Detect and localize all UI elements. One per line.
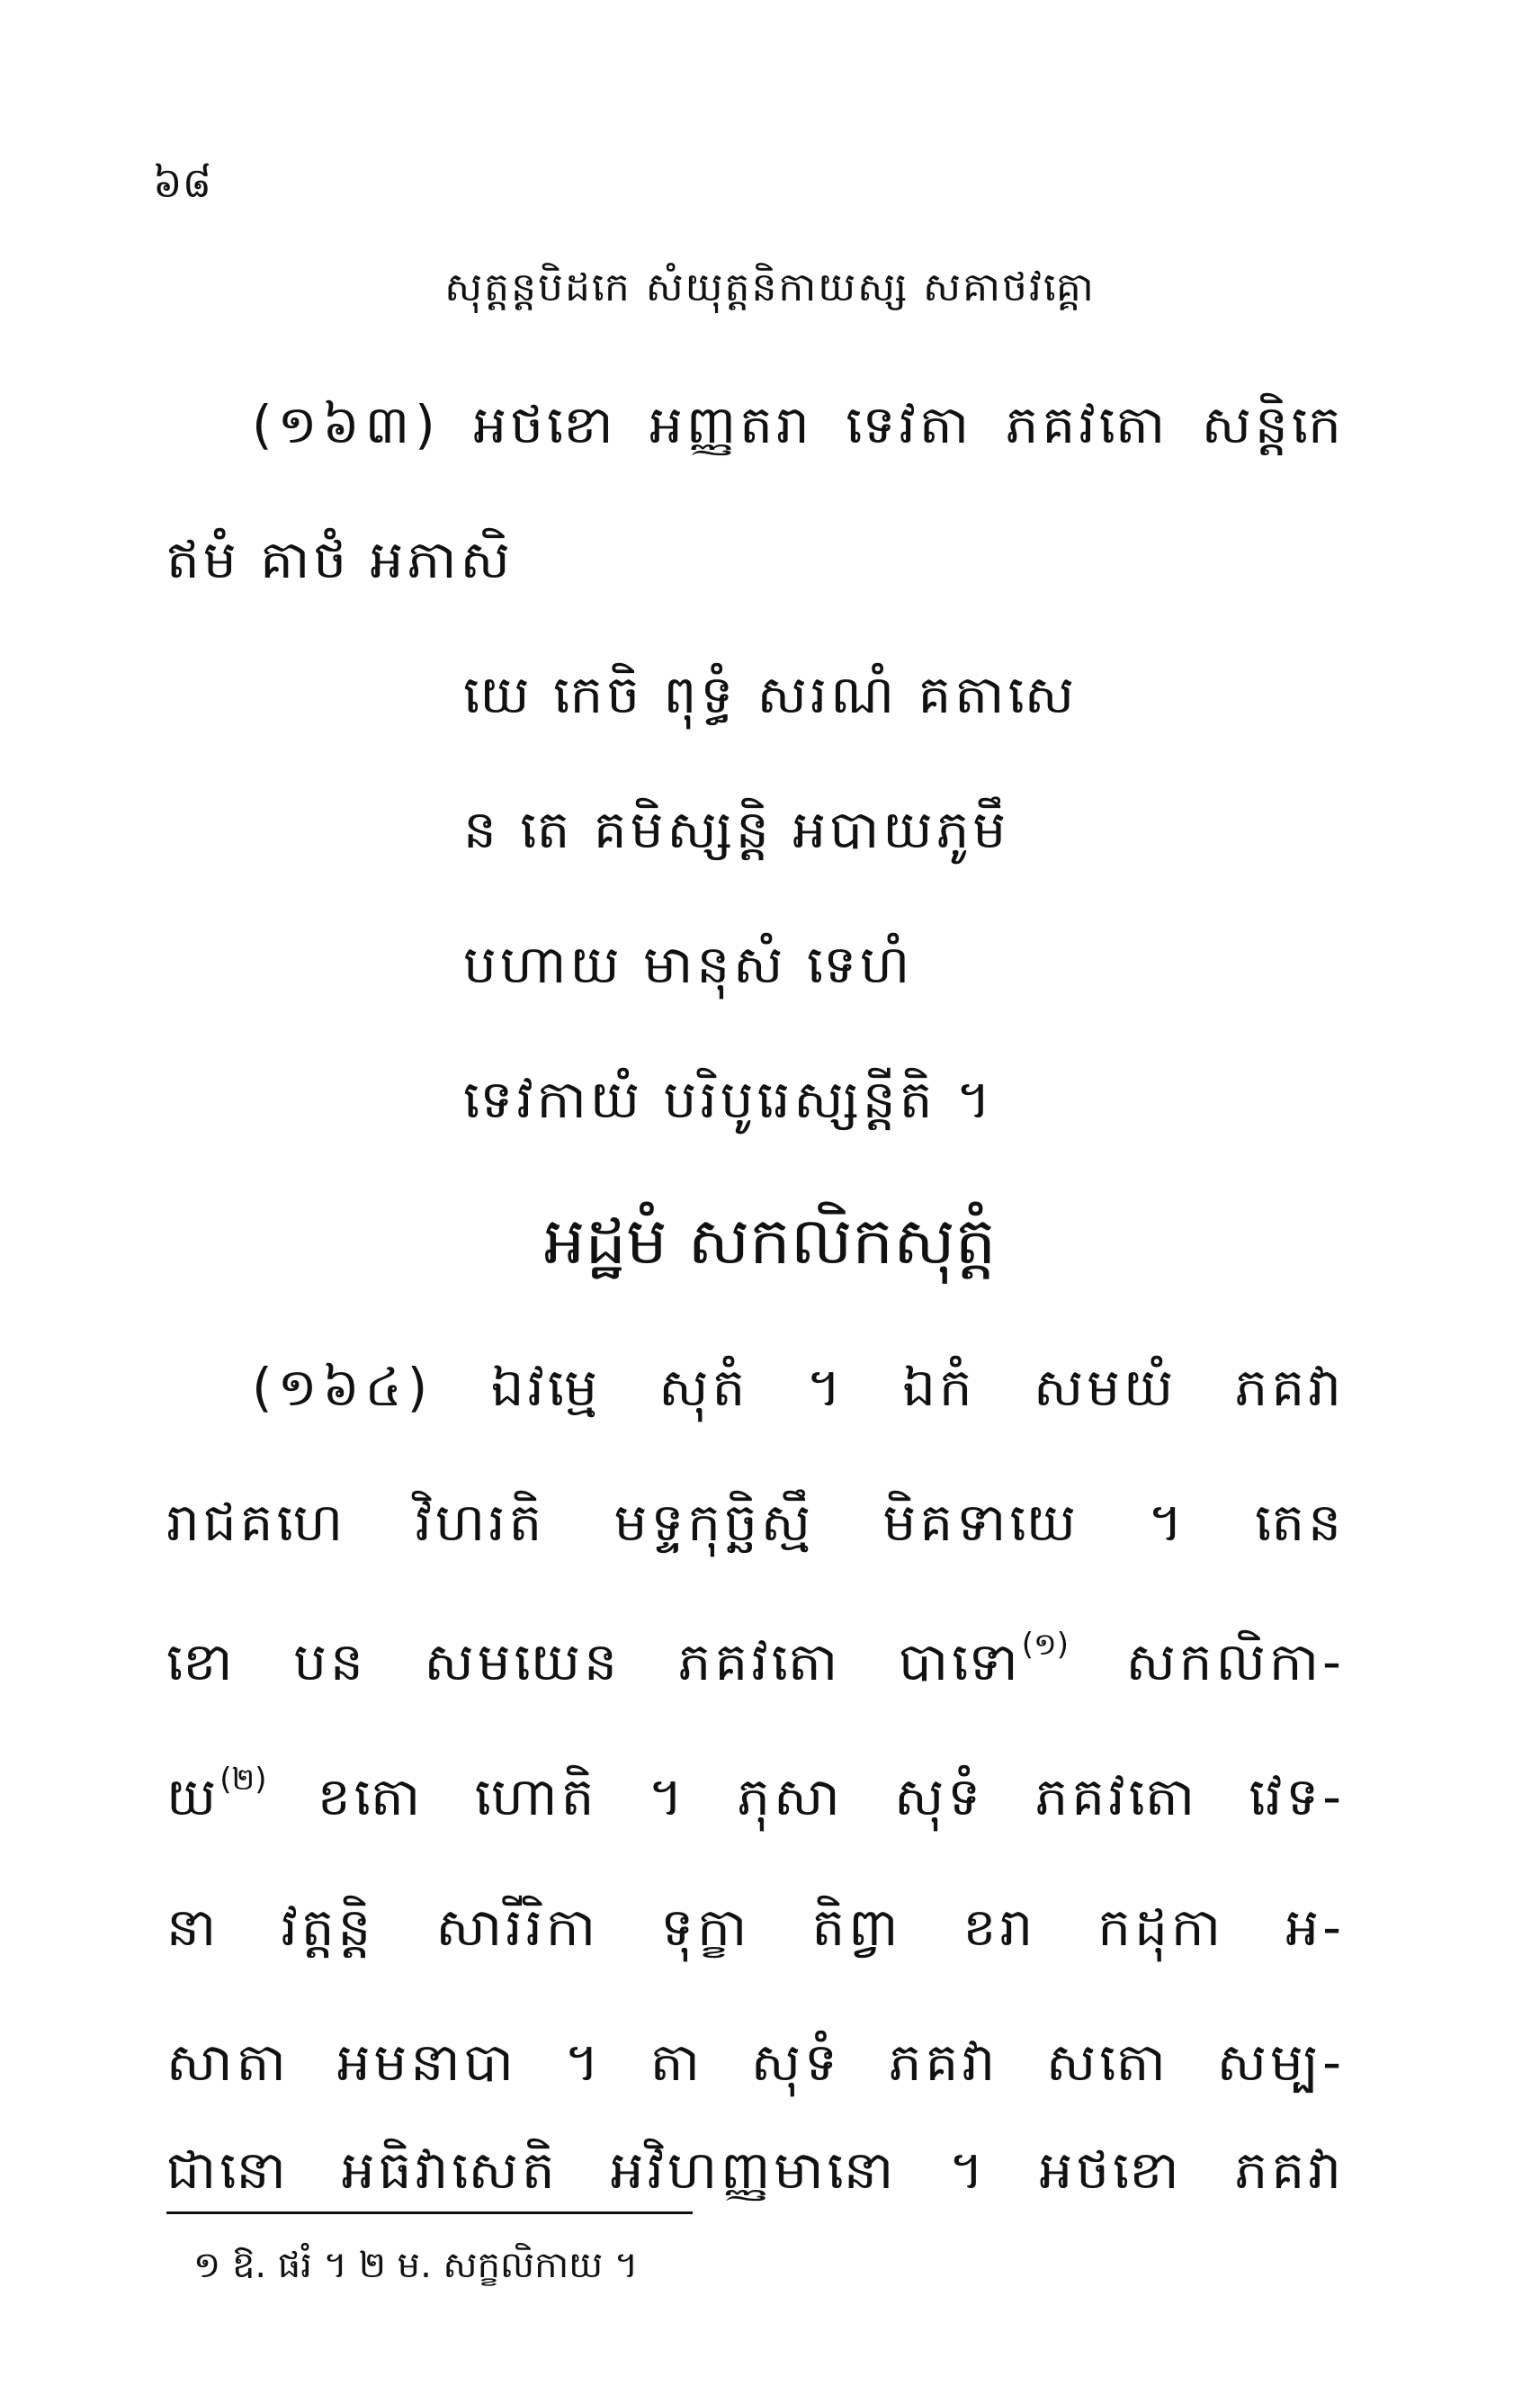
verse-line: បហាយ មានុសំ ទេហំ (463, 934, 914, 995)
paragraph-number: (១៦៤) (252, 1357, 434, 1418)
verse-line: យេ កេចិ ពុទ្ធំ សរណំ គតាសេ (463, 664, 1079, 725)
verse-line: ន តេ គមិស្សន្តិ អបាយភូមឹ (463, 799, 1010, 860)
paragraph-164-line-1 (252, 1357, 1345, 1420)
paragraph-163-line-2: ឥមំ គាថំ អភាសិ (166, 529, 514, 590)
paragraph-163-line-1 (252, 394, 1345, 457)
footnotes: ១ ឱ. ផរំ ។ ២ ម. សក្ខលិកាយ ។ (193, 2245, 639, 2286)
paragraph-164-line-6: សាតា អមនាបា ។ តា សុទំ ភគវា សតោ សម្ប- (166, 2032, 1345, 2093)
paragraph-text: អថខោ អញ្ញតរា ទេវតា ភគវតោ សន្តិកេ (473, 394, 1346, 455)
footnote-divider (166, 2211, 693, 2214)
paragraph-text: ខតោ ហោតិ ។ ភុសា សុទំ ភគវតោ វេទ- (266, 1766, 1345, 1827)
running-header: សុត្តន្តបិដកេ សំយុត្តនិកាយស្ស សគាថវគ្គោ (444, 265, 1096, 310)
paragraph-text: ឯវម្មេ សុតំ ។ ឯកំ សមយំ ភគវា (490, 1357, 1345, 1418)
paragraph-164-line-3 (166, 1627, 1345, 1694)
paragraph-number: (១៦៣) (252, 394, 441, 455)
paragraph-164-line-4 (166, 1762, 1345, 1829)
paragraph-164-line-5: នា វត្តន្តិ សារីរិកា ទុក្ខា តិព្វា ខរា កដុកា អ- (166, 1897, 1345, 1958)
page-number: ៦៨ (153, 158, 212, 207)
paragraph-164-line-2: រាជគហេ វិហរតិ មទ្ទកុច្ឆិស្មឹ មិគទាយេ ។ តេន (166, 1492, 1345, 1553)
paragraph-164-line-7: ជានោ អធិវាសេតិ អវិហញ្ញមានោ ។ អថខោ ភគវា (166, 2139, 1345, 2201)
section-title: អដ្ឋមំ សកលិកសុត្តំ (543, 1203, 997, 1278)
paragraph-text: ខោ បន សមយេន ភគវតោ បាទោ (166, 1631, 1022, 1692)
verse-line: ទេវកាយំ បរិបូរេស្សន្តីតិ ។ (463, 1069, 995, 1130)
footnote-reference: (១) (1021, 1627, 1069, 1663)
paragraph-text: យ (166, 1766, 220, 1827)
paragraph-text: សកលិកា- (1068, 1631, 1345, 1692)
footnote-reference: (២) (219, 1762, 267, 1798)
